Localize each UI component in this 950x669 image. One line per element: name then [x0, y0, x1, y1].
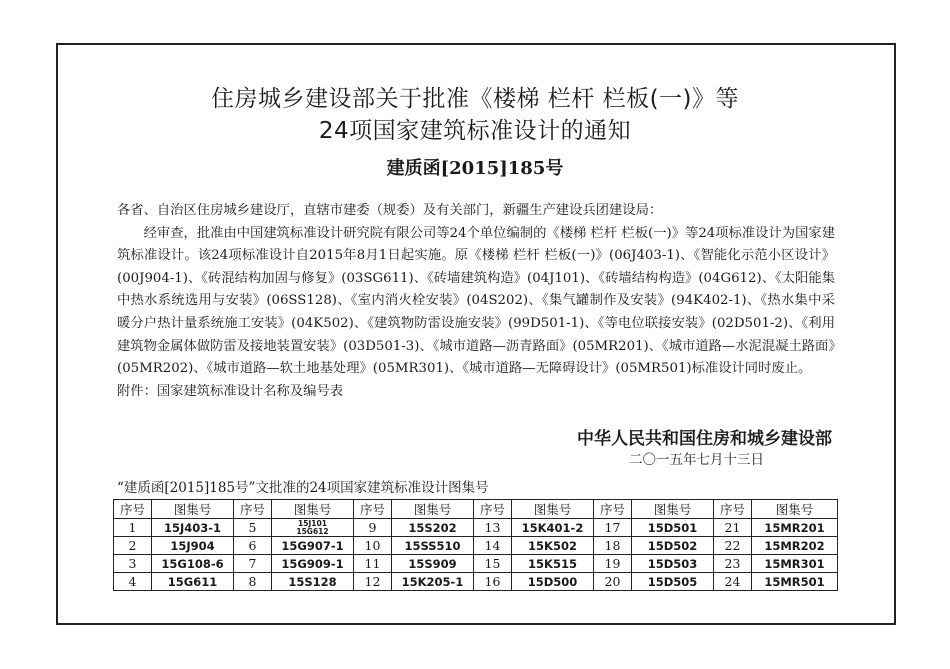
table-row [114, 573, 838, 591]
serial-number-cell: 4 [114, 573, 152, 591]
notice-body [117, 200, 835, 403]
atlas-code-cell: 15K205-1 [392, 573, 474, 591]
serial-number-cell: 18 [594, 537, 632, 555]
main-paragraph: 经审查，批准由中国建筑标准设计研究院有限公司等24个单位编制的《楼梯 栏杆 栏板(一)》等24项标准设计为国家建筑标准设计。该24项标准设计自2015年8月1日起实施。原《楼梯 栏杆 栏板(一)》(06J403-1)、《智能化示范小区设计》(00J904-1)、《砖混结构加固与修复》(03SG611)、《砖墙建筑构造》(04J101)、《砖墙结构构造》(04G612)、《太阳能集中热水系统选用与安装》(06SS128)、《室内消火栓安装》(04S202)、《集气罐制作及安装》(94K402-1)、《热水集中采暖分户热计量系统施工安装》(04K502)、《建筑物防雷设施安装》(99D501-1)、《等电位联接安装》(02D501-2)、《利用建筑物金属体做防雷及接地装置安装》(03D501-3)、《城市道路—沥青路面》(05MR201)、《城市道路—水泥混凝土路面》(05MR202)、《城市道路—软土地基处理》(05MR301)、《城市道路—无障碍设计》(05MR501)标准设计同时废止。 [117, 225, 835, 377]
header-no: 序号 [594, 500, 632, 519]
atlas-code-cell [272, 519, 354, 537]
header-no: 序号 [354, 500, 392, 519]
atlas-code-cell: 15G611 [152, 573, 234, 591]
atlas-code-cell: 15S909 [392, 555, 474, 573]
atlas-code-cell: 15K515 [512, 555, 594, 573]
table-row [114, 519, 838, 537]
header-no: 序号 [474, 500, 512, 519]
atlas-code-line-1: 15J101 [298, 518, 327, 528]
atlas-code-cell: 15D501 [632, 519, 714, 537]
serial-number-cell: 11 [354, 555, 392, 573]
atlas-code-cell: 15SS510 [392, 537, 474, 555]
atlas-code-cell: 15S202 [392, 519, 474, 537]
issuing-organization: 中华人民共和国住房和城乡建设部 [577, 429, 832, 449]
atlas-code-cell: 15MR202 [752, 537, 838, 555]
atlas-code-cell: 15J904 [152, 537, 234, 555]
serial-number-cell: 2 [114, 537, 152, 555]
serial-number-cell: 24 [714, 573, 752, 591]
header-no: 序号 [114, 500, 152, 519]
header-no: 序号 [714, 500, 752, 519]
atlas-code-cell: 15D505 [632, 573, 714, 591]
atlas-code-cell: 15MR201 [752, 519, 838, 537]
header-code: 图集号 [512, 500, 594, 519]
serial-number-cell: 17 [594, 519, 632, 537]
serial-number-cell: 10 [354, 537, 392, 555]
serial-number-cell: 5 [234, 519, 272, 537]
atlas-code-cell: 15MR301 [752, 555, 838, 573]
serial-number-cell: 19 [594, 555, 632, 573]
atlas-code-cell: 15MR501 [752, 573, 838, 591]
notice-title-line-2: 24项国家建筑标准设计的通知 [318, 118, 632, 144]
document-number: 建质函[2015]185号 [386, 158, 564, 179]
serial-number-cell: 12 [354, 573, 392, 591]
serial-number-cell: 23 [714, 555, 752, 573]
header-code: 图集号 [392, 500, 474, 519]
header-code: 图集号 [152, 500, 234, 519]
header-code: 图集号 [272, 500, 354, 519]
atlas-code-cell: 15K502 [512, 537, 594, 555]
serial-number-cell: 9 [354, 519, 392, 537]
atlas-code-cell: 15J403-1 [152, 519, 234, 537]
atlas-code-cell: 15S128 [272, 573, 354, 591]
notice-title-line-1: 住房城乡建设部关于批准《楼梯 栏杆 栏板(一)》等 [210, 86, 740, 112]
header-code: 图集号 [752, 500, 838, 519]
atlas-code-cell: 15K401-2 [512, 519, 594, 537]
table-header-row [114, 500, 838, 519]
atlas-code-cell: 15D500 [512, 573, 594, 591]
atlas-code-cell: 15D503 [632, 555, 714, 573]
serial-number-cell: 14 [474, 537, 512, 555]
serial-number-cell: 15 [474, 555, 512, 573]
atlas-code-cell: 15D502 [632, 537, 714, 555]
serial-number-cell: 6 [234, 537, 272, 555]
serial-number-cell: 21 [714, 519, 752, 537]
atlas-code-cell: 15G108-6 [152, 555, 234, 573]
header-no: 序号 [234, 500, 272, 519]
serial-number-cell: 13 [474, 519, 512, 537]
header-code: 图集号 [632, 500, 714, 519]
atlas-code-cell: 15G907-1 [272, 537, 354, 555]
serial-number-cell: 20 [594, 573, 632, 591]
table-row [114, 537, 838, 555]
atlas-code-cell: 15G909-1 [272, 555, 354, 573]
table-row [114, 555, 838, 573]
salutation: 各省、自治区住房城乡建设厅，直辖市建委（规委）及有关部门，新疆生产建设兵团建设局： [117, 203, 663, 218]
atlas-code-line-2: 15G612 [296, 526, 329, 536]
issue-date: 二〇一五年七月十三日 [629, 452, 764, 468]
serial-number-cell: 1 [114, 519, 152, 537]
serial-number-cell: 8 [234, 573, 272, 591]
table-caption: “建质函[2015]185号”文批准的24项国家建筑标准设计图集号 [117, 480, 489, 496]
serial-number-cell: 7 [234, 555, 272, 573]
serial-number-cell: 16 [474, 573, 512, 591]
atlas-number-table [113, 499, 838, 591]
serial-number-cell: 3 [114, 555, 152, 573]
serial-number-cell: 22 [714, 537, 752, 555]
attachment-note: 附件：国家建筑标准设计名称及编号表 [117, 383, 344, 399]
